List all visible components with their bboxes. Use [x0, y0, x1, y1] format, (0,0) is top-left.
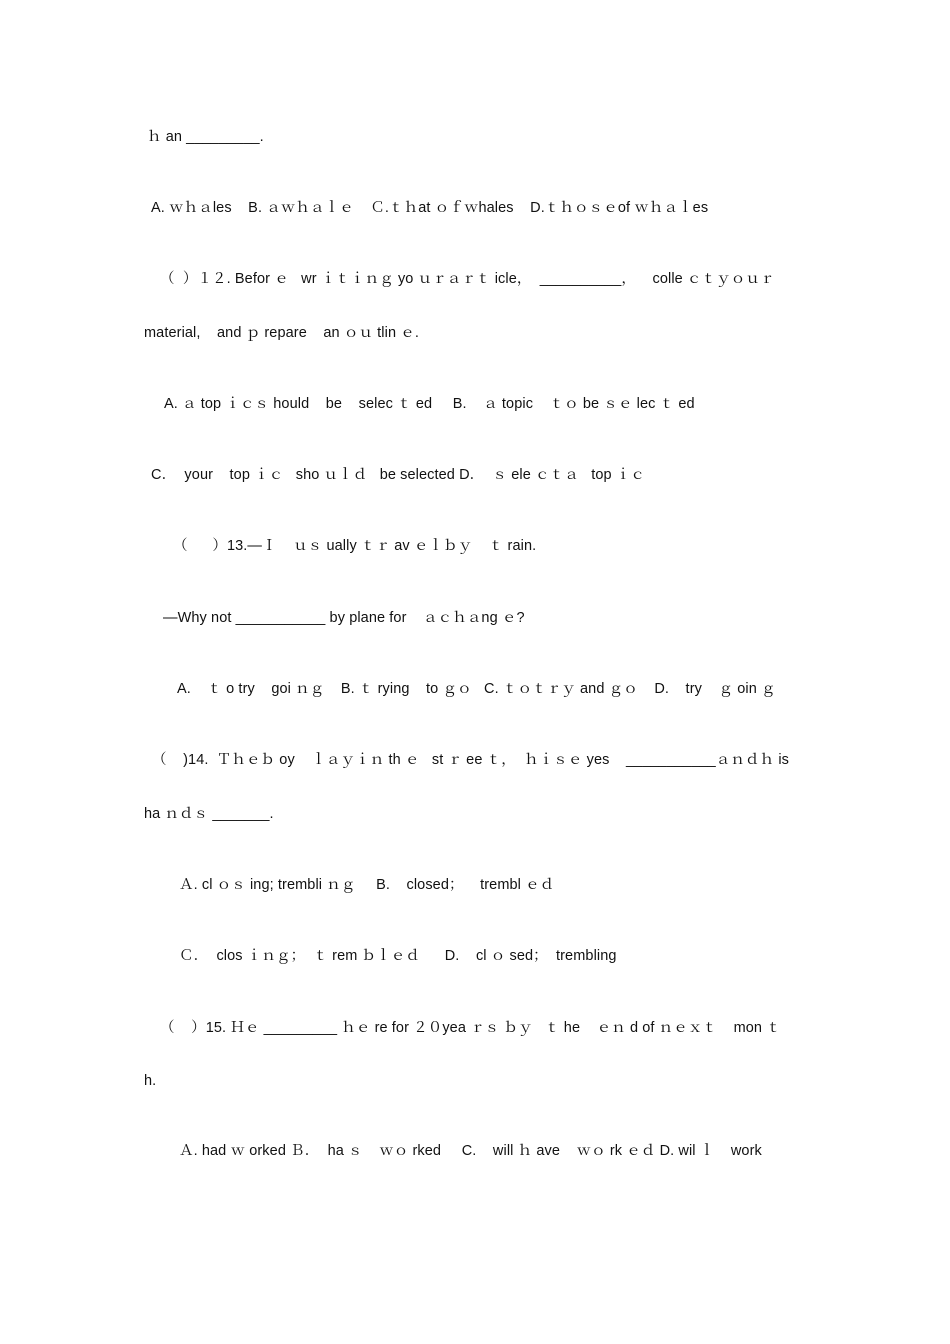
question-12-stem: （ ）１２. Befor ｅ wr ｉｔｉｎｇ yo ｕｒａｒｔ icle， __________， colle ｃｔｙｏｕｒ	[160, 271, 775, 287]
question-14-stem: （ )14. Ｔｈｅｂ oy ｌａｙｉｎ th ｅ st ｒ ee ｔ， ｈｉｓｅ yes ___________ａｎｄｈ is	[152, 752, 790, 768]
question-12-stem-continuation: material, and ｐ repare an ｏｕ tlin ｅ.	[144, 325, 419, 341]
question-11-continuation: ｈ an _________.	[147, 129, 264, 145]
question-15-stem-continuation: h.	[144, 1073, 157, 1089]
question-12-options-cd: C． your top ｉｃ sho ｕｌｄ be selected D． ｓ ele ｃｔａ top ｉｃ	[151, 467, 646, 483]
question-12-options-ab: A. ａ top ｉｃｓ hould be selec ｔ ed B. ａ topic ｔｏ be ｓｅ lec ｔ ed	[164, 396, 695, 412]
question-15-stem: （ ）15. Ｈｅ _________ ｈｅ re for ２０yea ｒｓ ｂｙ ｔ he ｅｎ d of ｎｅｘｔ mon ｔ	[160, 1020, 781, 1036]
question-14-stem-continuation: ha ｎｄｓ _______.	[144, 806, 274, 822]
question-13-options: A. ｔ o try goi ｎｇ B. ｔ rying to ｇｏ C. ｔｏｔｒｙ and ｇｏ D. try ｇ oin ｇ	[177, 681, 776, 697]
question-13-reply: —Why not ___________ by plane for ａｃｈａng ｅ?	[163, 610, 525, 626]
question-15-options: Ａ. had ｗ orked Ｂ． ha ｓ ｗｏ rked C. will ｈ ave ｗｏ rk ｅｄ D. wil ｌ work	[179, 1143, 762, 1159]
question-14-options-cd: Ｃ． clos ｉｎｇ； ｔ rem ｂｌｅｄ D. cl ｏ sed； trembling	[179, 948, 617, 964]
question-13-stem: （ ）13.—Ｉ ｕｓ ually ｔｒ av ｅｌｂｙ ｔ rain.	[173, 538, 537, 554]
question-14-options-ab: Ａ. cl ｏｓ ing; trembli ｎｇ B. closed； trembl ｅｄ	[179, 877, 555, 893]
question-11-options: A. ｗｈａles B. ａｗｈａｌｅ Ｃ.ｔｈat ｏｆｗhales D.ｔｈｏｓｅof ｗｈａｌes	[151, 200, 709, 216]
